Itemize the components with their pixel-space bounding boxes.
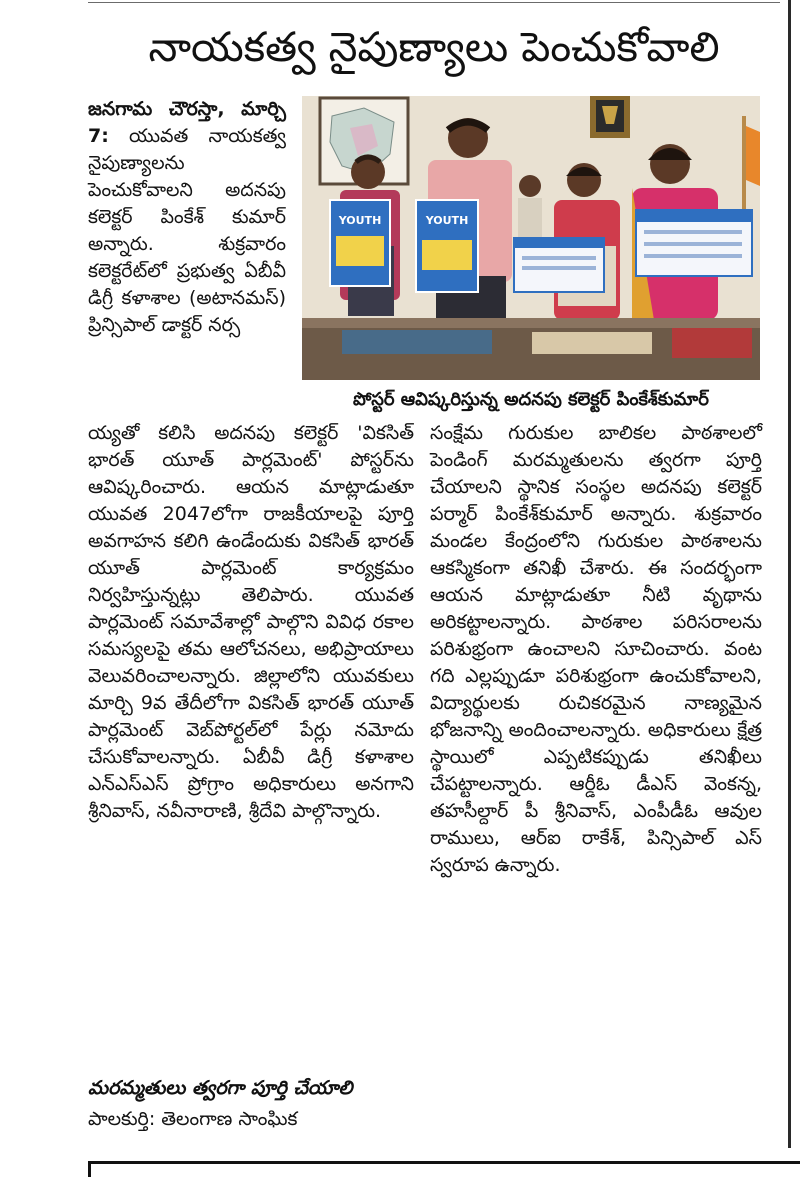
news-photo: [302, 96, 760, 380]
column-text-c: సంక్షేమ గురుకుల బాలికల పాఠశాలలో పెండింగ్ మరమ్మతులను త్వరగా పూర్తి చేయాలని స్థానిక సంస్థల అదనపు కలెక్టర్ పర్మార్ పింకేశ్‌కుమార్ అన్నారు. శుక్రవారం మండల కేంద్రంలోని గురుకుల పాఠశాలను ఆకస్మికంగా తనిఖీ చేశారు. ఈ సందర్భంగా ఆయన మాట్లాడుతూ నీటి వృథాను అరికట్టాలన్నారు. పాఠశాల పరిసరాలను పరిశుభ్రంగా ఉంచాలని సూచించారు. వంట గది ఎల్లప్పుడూ పరిశుభ్రంగా ఉంచుకోవాలని, విద్యార్థులకు రుచికరమైన నాణ్యమైన భోజనాన్ని అందించాలన్నారు. అధికారులు క్షేత్ర స్థాయిలో ఎప్పటికప్పుడు తనిఖీలు చేపట్టాలన్నారు. ఆర్డీఓ డీఎస్ వెంకన్న, తహసీల్దార్ పీ శ్రీనివాస్, ఎంపీడీఓ ఆవుల రాములు, ఆర్ఐ రాకేశ్, పిన్సిపాల్ ఎస్ స్వరూప ఉన్నారు.: [430, 422, 762, 876]
poster-center-label: YOUTH: [425, 214, 469, 227]
article-column-bottom-continued: [88, 1106, 414, 1133]
column-text-d: పాలకుర్తి: తెలంగాణ సాంఘిక: [88, 1108, 298, 1130]
column-divider-right: [788, 0, 791, 1148]
poster-right: [636, 210, 752, 276]
next-article-border: [88, 1161, 800, 1177]
state-emblem: [590, 96, 630, 138]
poster-left: [330, 200, 390, 286]
poster-right-middle: [514, 238, 604, 292]
office-desk: [302, 318, 760, 380]
article-headline: నాయకత్వ నైపుణ్యాలు పెంచుకోవాలి: [148, 23, 720, 71]
article-subheading: మరమ్మతులు త్వరగా పూర్తి చేయాలి: [88, 1077, 353, 1099]
top-rule: [88, 2, 780, 3]
column-text-b: య్యతో కలిసి అదనపు కలెక్టర్ 'వికసిత్ భారత్ యూత్ పార్లమెంట్' పోస్టర్‌ను ఆవిష్కరించారు. ఆయన మాట్లాడుతూ యువత 2047లోగా రాజకీయాలపై పూర్తి అవగాహన కలిగి ఉండేందుకు వికసిత్ భారత్ యూత్ పార్లమెంట్ కార్యక్రమం నిర్వహిస్తున్నట్లు తెలిపారు. యువత పార్లమెంట్ సమావేశాల్లో పాల్గొని వివిధ రకాల సమస్యలపై తమ ఆలోచనలు, అభిప్రాయాలు వెలువరించాలన్నారు. జిల్లాలోని యువకులు మార్చి 9వ తేదీలోగా వికసిత్ భారత్ యూత్ పార్లమెంట్ వెబ్‌పోర్టల్‌లో పేర్లు నమోదు చేసుకోవాలన్నారు. ఏబీవీ డిగ్రీ కళాశాల ఎన్ఎస్ఎస్ ప్రోగ్రాం అధికారులు అనగాని శ్రీనివాస్, నవీనారాణి, శ్రీదేవి పాల్గొన్నారు.: [88, 422, 414, 822]
photo-caption: పోస్టర్ ఆవిష్కరిస్తున్న అదనపు కలెక్టర్ పింకేశ్‌కుమార్: [353, 389, 709, 410]
dateline: జనగామ చౌరస్తా, మార్చి 7:: [88, 98, 286, 147]
poster-center: [416, 200, 478, 292]
article-column-right: [430, 420, 762, 879]
column-text-a: యువత నాయకత్వ నైపుణ్యాలను పెంచుకోవాలని అదనపు కలెక్టర్ పింకేశ్ కుమార్ అన్నారు. శుక్రవారం కలెక్టరేట్‌లో ప్రభుత్వ ఏబీవీ డిగ్రీ కళాశాల (అటానమస్) ప్రిన్సిపాల్ డాక్టర్ నర్స: [88, 125, 287, 336]
article-column-bottom-left: [88, 420, 414, 825]
article-column-top-left: [88, 96, 286, 339]
poster-left-label: YOUTH: [338, 214, 382, 227]
